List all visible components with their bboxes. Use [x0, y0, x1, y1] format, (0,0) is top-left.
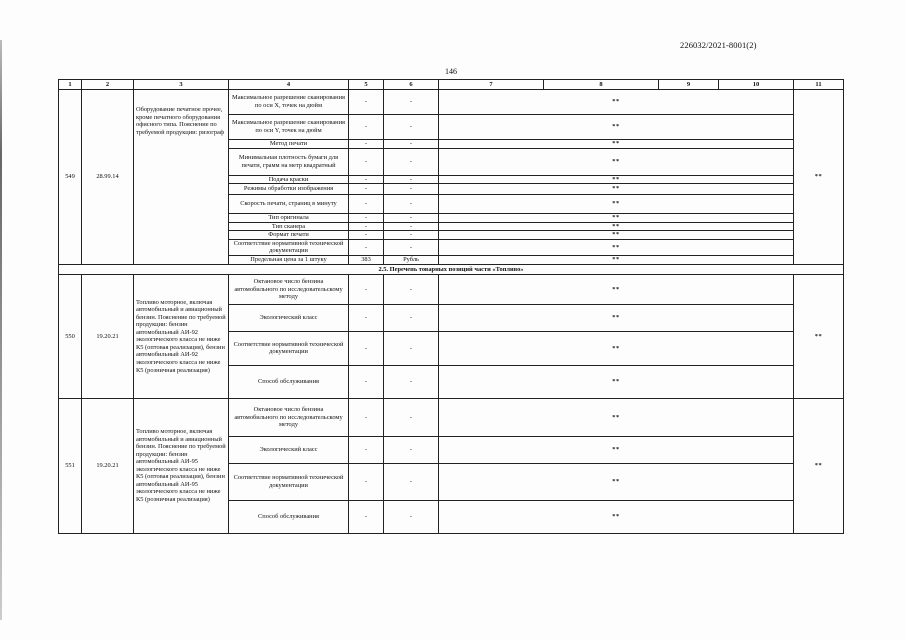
unit-name-cell: -: [384, 436, 439, 463]
characteristic-name-cell: Тип оригинала: [229, 214, 349, 223]
unit-code-cell: -: [349, 463, 384, 500]
page-number: 146: [445, 67, 457, 76]
characteristic-value-cell: **: [439, 140, 794, 149]
unit-code-cell: -: [349, 148, 384, 175]
last-column-cell: **: [794, 274, 844, 398]
okpd2-code-cell: 28.99.14: [82, 90, 134, 265]
requirements-table: [58, 79, 844, 534]
characteristic-value-cell: **: [439, 331, 794, 365]
unit-name-cell: -: [384, 274, 439, 304]
unit-name-cell: -: [384, 115, 439, 140]
characteristic-value-cell: **: [439, 222, 794, 231]
characteristic-value-cell: **: [439, 175, 794, 184]
unit-code-cell: -: [349, 195, 384, 214]
unit-code-cell: -: [349, 331, 384, 365]
table-row: [59, 398, 844, 436]
header-cell: 10: [719, 80, 794, 90]
unit-name-cell: -: [384, 222, 439, 231]
last-column-cell: **: [794, 90, 844, 265]
document-number: 226032/2021-8001(2): [680, 40, 757, 50]
characteristic-name-cell: Скорость печати, страниц в минуту: [229, 195, 349, 214]
characteristic-value-cell: **: [439, 500, 794, 533]
header-cell: 4: [229, 80, 349, 90]
header-cell: 3: [134, 80, 229, 90]
section-title-row: [59, 264, 844, 274]
unit-code-cell: -: [349, 140, 384, 149]
unit-name-cell: -: [384, 463, 439, 500]
item-description-cell: Оборудование печатное прочее, кроме печатного оборудования офисного типа. Пояснение по требуемой продукции: ризограф: [134, 90, 229, 265]
item-description-cell: Топливо моторное, включая автомобильный и авиационный бензин. Пояснение по требуемой продукции: бензин автомобильный АИ-92 экологического класса не ниже К5 (оптовая реализация), бензин автомобильный АИ-92 экологического класса не ниже К5 (розничная реализация): [134, 274, 229, 398]
unit-code-cell: -: [349, 115, 384, 140]
characteristic-name-cell: Экологический класс: [229, 304, 349, 331]
item-description-cell: Топливо моторное, включая автомобильный и авиационный бензин. Пояснение по требуемой продукции: бензин автомобильный АИ-95 экологического класса не ниже К5 (оптовая реализация), бензин автомобильный АИ-95 экологического класса не ниже К5 (розничная реализация): [134, 398, 229, 533]
characteristic-value-cell: **: [439, 90, 794, 115]
characteristic-name-cell: Соответствие нормативной технической документации: [229, 331, 349, 365]
characteristic-name-cell: Соответствие нормативной технической документации: [229, 239, 349, 255]
characteristic-value-cell: **: [439, 463, 794, 500]
unit-name-cell: -: [384, 398, 439, 436]
unit-name-cell: -: [384, 214, 439, 223]
item-number-cell: 551: [59, 398, 82, 533]
unit-code-cell: -: [349, 239, 384, 255]
header-cell: 9: [659, 80, 719, 90]
unit-code-cell: -: [349, 436, 384, 463]
table-header-row: [59, 80, 844, 90]
unit-name-cell: -: [384, 195, 439, 214]
header-cell: 1: [59, 80, 82, 90]
characteristic-name-cell: Максимальное разрешение сканирования по оси X, точек на дюйм: [229, 90, 349, 115]
characteristic-value-cell: **: [439, 195, 794, 214]
characteristic-name-cell: Режимы обработки изображения: [229, 184, 349, 195]
characteristic-name-cell: Максимальное разрешение сканирования по оси Y, точек на дюйм: [229, 115, 349, 140]
characteristic-value-cell: **: [439, 148, 794, 175]
header-cell: 8: [544, 80, 659, 90]
header-cell: 7: [439, 80, 544, 90]
okpd2-code-cell: 19.20.21: [82, 398, 134, 533]
characteristic-name-cell: Метод печати: [229, 140, 349, 149]
characteristic-name-cell: Соответствие нормативной технической документации: [229, 463, 349, 500]
unit-name-cell: -: [384, 184, 439, 195]
characteristic-name-cell: Экологический класс: [229, 436, 349, 463]
table-row: [59, 274, 844, 304]
unit-code-cell: -: [349, 231, 384, 240]
scan-edge-artifact: [0, 40, 2, 620]
characteristic-name-cell: Способ обслуживания: [229, 500, 349, 533]
unit-code-cell: -: [349, 214, 384, 223]
unit-code-cell: -: [349, 184, 384, 195]
unit-name-cell: -: [384, 500, 439, 533]
characteristic-value-cell: **: [439, 184, 794, 195]
characteristic-name-cell: Тип сканера: [229, 222, 349, 231]
header-cell: 6: [384, 80, 439, 90]
unit-code-cell: -: [349, 500, 384, 533]
unit-code-cell: 383: [349, 255, 384, 264]
characteristic-value-cell: **: [439, 398, 794, 436]
characteristic-name-cell: Октановое число бензина автомобильного по исследовательскому методу: [229, 274, 349, 304]
characteristic-name-cell: Подача краски: [229, 175, 349, 184]
unit-code-cell: -: [349, 365, 384, 398]
unit-name-cell: -: [384, 175, 439, 184]
characteristic-value-cell: **: [439, 255, 794, 264]
characteristic-value-cell: **: [439, 239, 794, 255]
unit-code-cell: -: [349, 398, 384, 436]
last-column-cell: **: [794, 398, 844, 533]
unit-name-cell: -: [384, 231, 439, 240]
characteristic-name-cell: Октановое число бензина автомобильного по исследовательскому методу: [229, 398, 349, 436]
unit-name-cell: -: [384, 148, 439, 175]
unit-code-cell: -: [349, 175, 384, 184]
unit-name-cell: -: [384, 239, 439, 255]
unit-name-cell: -: [384, 90, 439, 115]
characteristic-name-cell: Минимальная плотность бумаги для печати, грамм на метр квадратный: [229, 148, 349, 175]
header-cell: 11: [794, 80, 844, 90]
header-cell: 2: [82, 80, 134, 90]
unit-code-cell: -: [349, 222, 384, 231]
unit-name-cell: -: [384, 140, 439, 149]
characteristic-value-cell: **: [439, 231, 794, 240]
unit-name-cell: -: [384, 304, 439, 331]
characteristic-name-cell: Предельная цена за 1 штуку: [229, 255, 349, 264]
unit-name-cell: -: [384, 365, 439, 398]
item-number-cell: 549: [59, 90, 82, 265]
characteristic-value-cell: **: [439, 274, 794, 304]
unit-code-cell: -: [349, 90, 384, 115]
characteristic-value-cell: **: [439, 365, 794, 398]
unit-name-cell: -: [384, 331, 439, 365]
unit-name-cell: Рубль: [384, 255, 439, 264]
item-number-cell: 550: [59, 274, 82, 398]
characteristic-name-cell: Способ обслуживания: [229, 365, 349, 398]
okpd2-code-cell: 19.20.21: [82, 274, 134, 398]
characteristic-value-cell: **: [439, 115, 794, 140]
table-row: [59, 90, 844, 115]
header-cell: 5: [349, 80, 384, 90]
unit-code-cell: -: [349, 304, 384, 331]
characteristic-value-cell: **: [439, 436, 794, 463]
section-title: 2.5. Перечень товарных позиций части «Топливо»: [59, 264, 844, 274]
characteristic-value-cell: **: [439, 304, 794, 331]
characteristic-name-cell: Формат печати: [229, 231, 349, 240]
characteristic-value-cell: **: [439, 214, 794, 223]
unit-code-cell: -: [349, 274, 384, 304]
